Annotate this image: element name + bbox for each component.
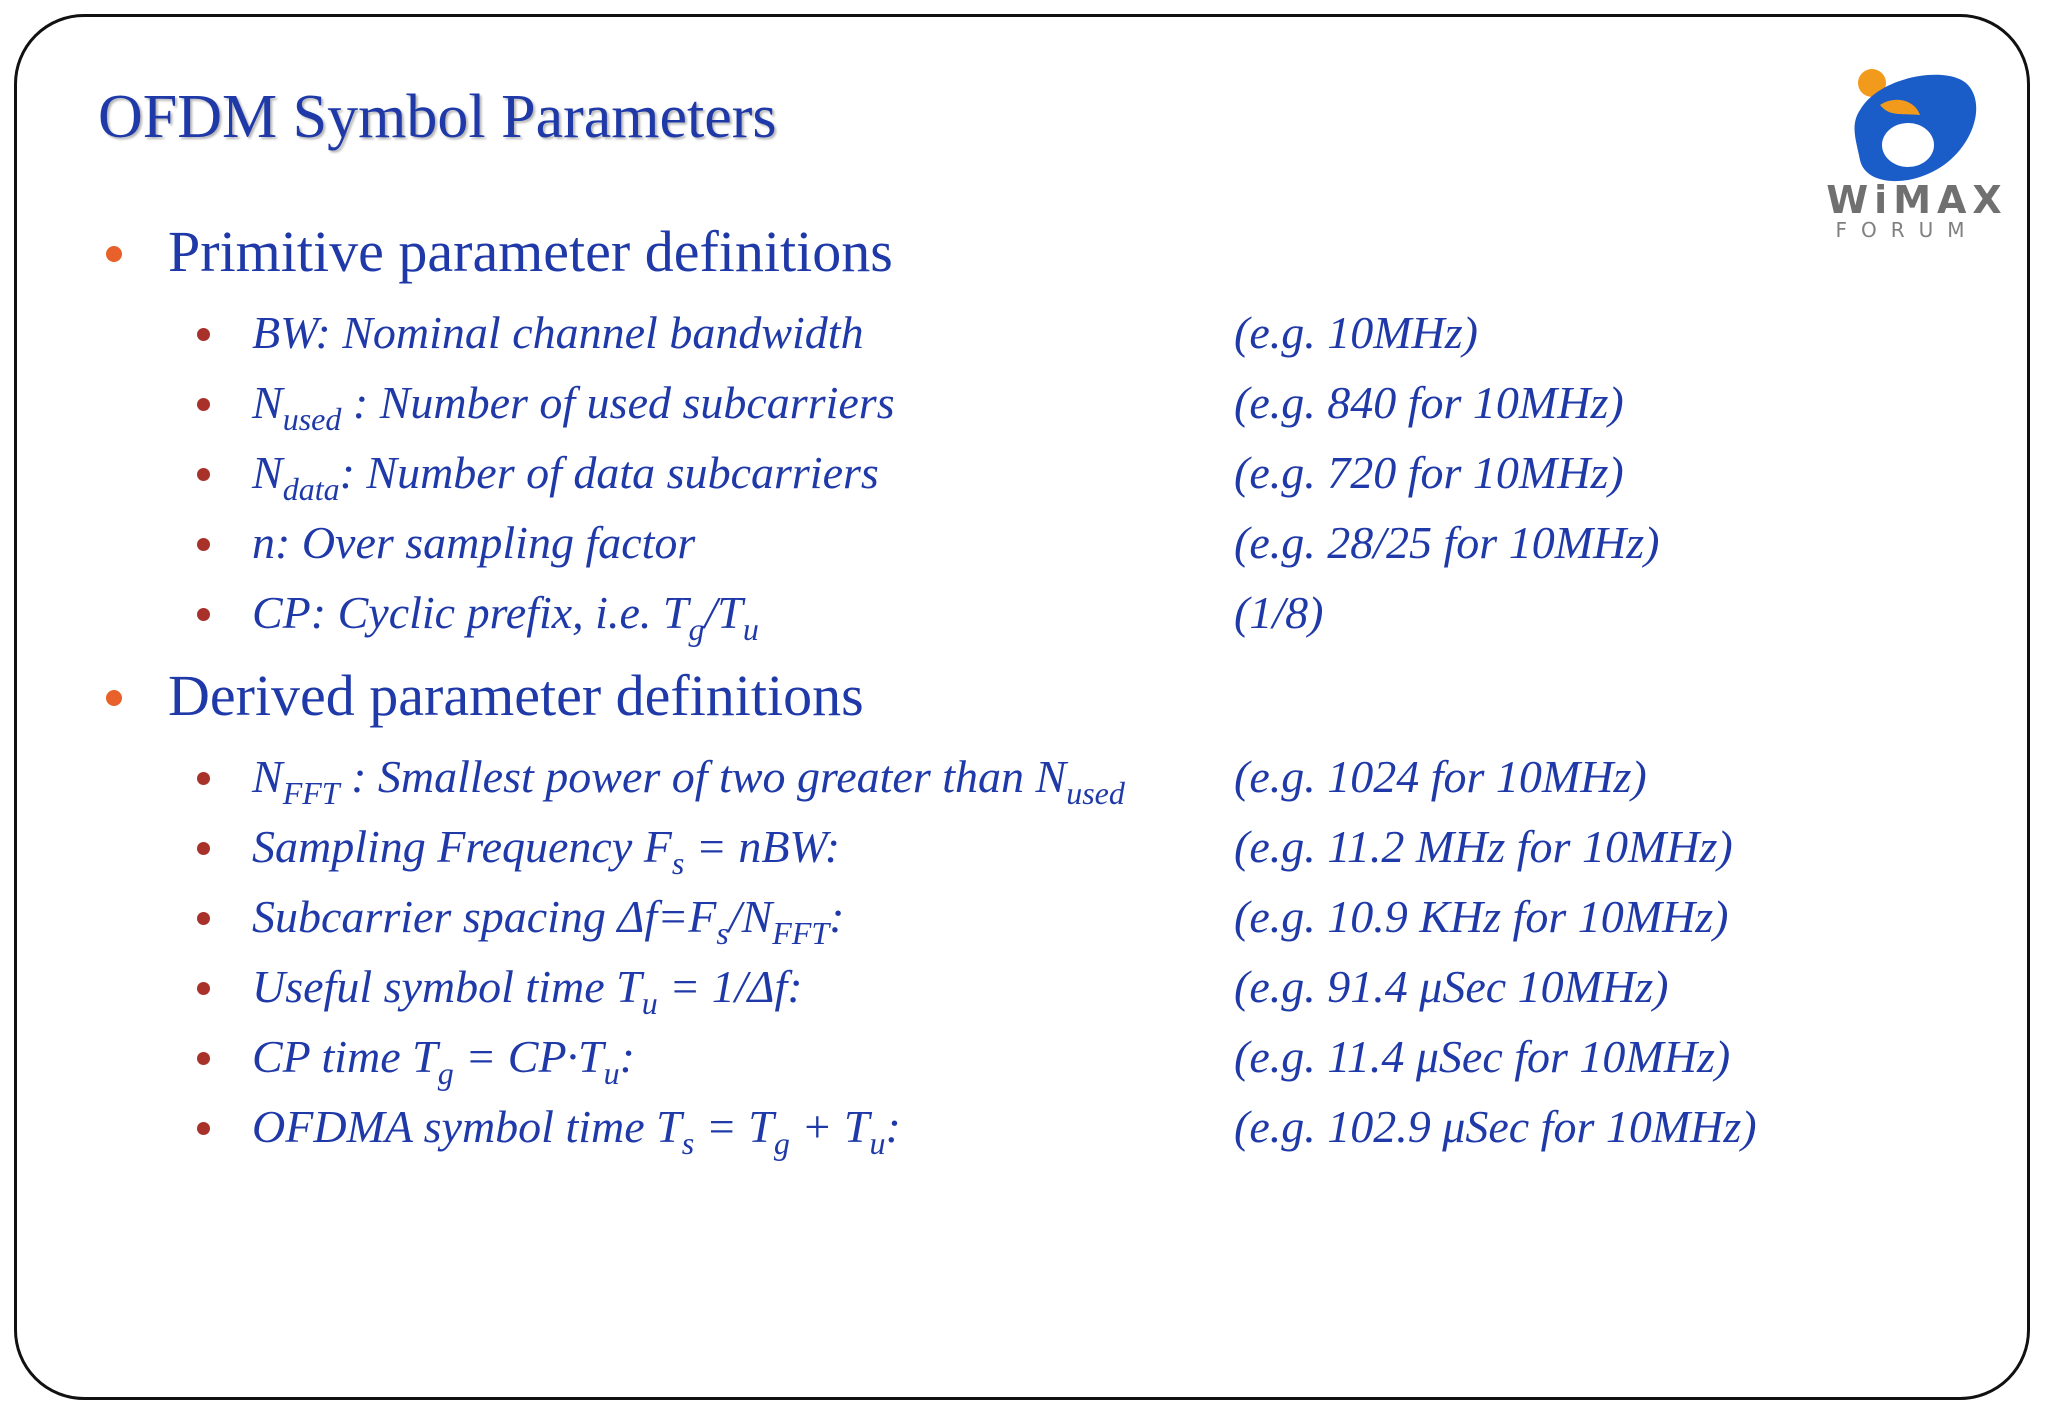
param-example: (e.g. 1024 for 10MHz)	[1234, 751, 1647, 802]
item-bullet	[197, 982, 210, 995]
item-bullet	[197, 398, 210, 411]
param-example: (e.g. 28/25 for 10MHz)	[1234, 517, 1660, 568]
param-definition: CP time $T_g = CP\cdot T_u$:	[252, 1031, 635, 1091]
param-example: (e.g. 11.2 MHz for 10MHz)	[1234, 821, 1733, 872]
section-bullet	[106, 690, 122, 706]
slide-title: OFDM Symbol Parameters	[98, 83, 777, 151]
param-example: (e.g. 10MHz)	[1234, 307, 1478, 358]
item-bullet	[197, 772, 210, 785]
item-bullet	[197, 1052, 210, 1065]
param-definition: Subcarrier spacing $\Delta f=F_s/N_{FFT}$:	[252, 891, 845, 951]
param-example: (e.g. 10.9 KHz for 10MHz)	[1234, 891, 1729, 942]
param-example: (e.g. 720 for 10MHz)	[1234, 447, 1624, 498]
param-definition: Useful symbol time $T_u = 1/\Delta f$:	[252, 961, 803, 1021]
param-definition: CP: Cyclic prefix, i.e. $T_g/T_u$	[252, 587, 759, 647]
param-example: (e.g. 91.4 μSec 10MHz)	[1234, 961, 1669, 1012]
param-definition: $N_{FFT}$ : Smallest power of two greater than $N_{used}$	[252, 751, 1125, 811]
item-bullet	[197, 608, 210, 621]
item-bullet	[197, 538, 210, 551]
logo-wordmark: WiMAX	[1826, 178, 2008, 222]
param-definition: n: Over sampling factor	[252, 517, 696, 568]
logo-subtitle: FORUM	[1835, 218, 1979, 242]
item-bullet	[197, 842, 210, 855]
section-heading: Primitive parameter definitions	[168, 219, 893, 284]
item-bullet	[197, 468, 210, 481]
param-definition: OFDMA symbol time $T_s = T_g + T_u$:	[252, 1101, 901, 1161]
param-definition: BW: Nominal channel bandwidth	[252, 307, 864, 358]
param-definition: $N_{data}$: Number of data subcarriers	[252, 447, 879, 507]
param-definition: Sampling Frequency $F_s$ = nBW:	[252, 821, 841, 881]
section-bullet	[106, 246, 122, 262]
section-heading: Derived parameter definitions	[168, 663, 864, 728]
param-example: (e.g. 102.9 μSec for 10MHz)	[1234, 1101, 1757, 1152]
param-example: (e.g. 11.4 μSec for 10MHz)	[1234, 1031, 1731, 1082]
item-bullet	[197, 912, 210, 925]
param-example: (e.g. 840 for 10MHz)	[1234, 377, 1624, 428]
param-definition: $N_{used}$ : Number of used subcarriers	[252, 377, 895, 437]
param-example: (1/8)	[1234, 587, 1324, 638]
item-bullet	[197, 328, 210, 341]
item-bullet	[197, 1122, 210, 1135]
